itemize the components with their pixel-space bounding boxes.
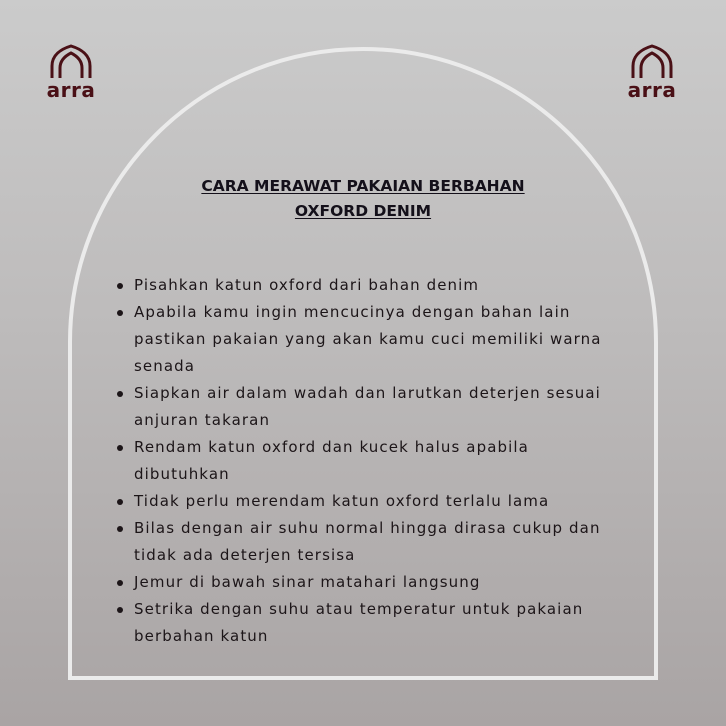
arch-logo-icon [624, 44, 680, 82]
title-line-2: OXFORD DENIM [294, 202, 432, 220]
list-item: Bilas dengan air suhu normal hingga dirasa cukup dan tidak ada deterjen tersisa [113, 515, 618, 569]
brand-logo-left [43, 44, 99, 104]
title-line-1: CARA MERAWAT PAKAIAN BERBAHAN [201, 177, 525, 195]
list-item: Siapkan air dalam wadah dan larutkan deterjen sesuai anjuran takaran [113, 380, 618, 434]
list-item: Rendam katun oxford dan kucek halus apabila dibutuhkan [113, 434, 618, 488]
logo-wordmark: arra [46, 78, 96, 102]
page-title [113, 174, 613, 224]
list-item: Apabila kamu ingin mencucinya dengan bahan lain pastikan pakaian yang akan kamu cuci memiliki warna senada [113, 299, 618, 380]
care-steps-list [113, 272, 618, 650]
list-item: Jemur di bawah sinar matahari langsung [113, 569, 618, 596]
logo-wordmark: arra [627, 78, 677, 102]
list-item: Tidak perlu merendam katun oxford terlalu lama [113, 488, 618, 515]
list-item: Setrika dengan suhu atau temperatur untuk pakaian berbahan katun [113, 596, 618, 650]
brand-logo-right [624, 44, 680, 104]
list-item: Pisahkan katun oxford dari bahan denim [113, 272, 618, 299]
arch-logo-icon [43, 44, 99, 82]
